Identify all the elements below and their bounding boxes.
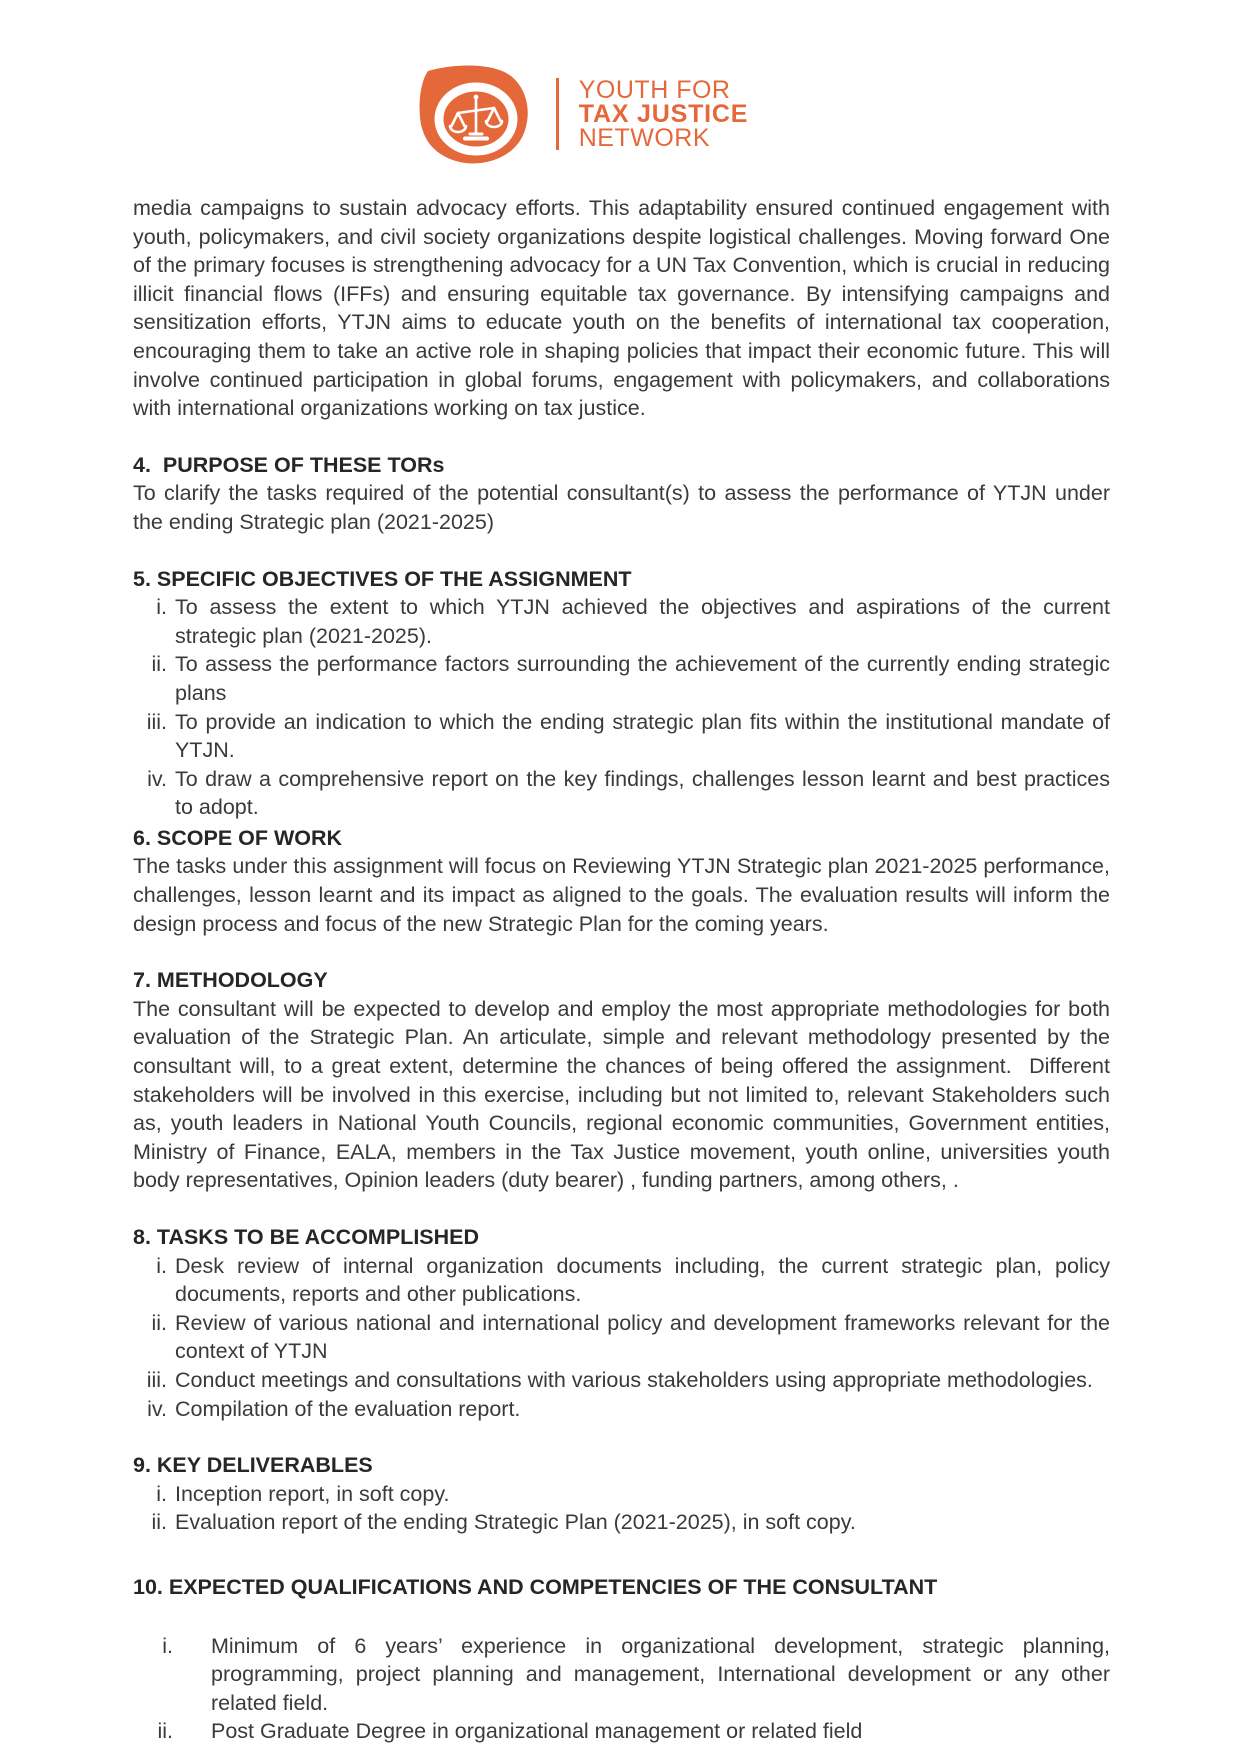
list-item-text: Conduct meetings and consultations with various stakeholders using appropriate methodologies. <box>175 1367 1093 1392</box>
list-item-text: To assess the performance factors surrounding the achievement of the currently ending strategic plans <box>175 652 1110 705</box>
list-item <box>133 1717 1110 1746</box>
list-item-marker: i. <box>156 1481 167 1506</box>
logo <box>0 0 1204 164</box>
section-10-heading: 10. EXPECTED QUALIFICATIONS AND COMPETENCIES OF THE CONSULTANT <box>133 1574 938 1599</box>
list-item <box>133 593 1110 650</box>
list-item <box>133 650 1110 707</box>
section-10-list <box>133 1632 1110 1746</box>
list-item <box>133 1309 1110 1366</box>
document-content <box>0 194 1242 1746</box>
list-item-text: To draw a comprehensive report on the key findings, challenges lesson learnt and best practices to adopt. <box>175 766 1110 820</box>
section-9-list <box>133 1480 1110 1537</box>
list-item-text: Evaluation report of the ending Strategic Plan (2021-2025), in soft copy. <box>175 1510 856 1535</box>
list-item-text: Inception report, in soft copy. <box>175 1481 450 1506</box>
list-item-marker: iv. <box>147 766 167 791</box>
list-item-marker: iv. <box>147 1396 167 1421</box>
list-item <box>133 1480 1110 1509</box>
logo-divider <box>556 78 559 150</box>
section-8-heading: 8. TASKS TO BE ACCOMPLISHED <box>133 1225 480 1249</box>
section-4-heading: 4. PURPOSE OF THESE TORs <box>133 452 445 477</box>
list-item-text: Minimum of 6 years’ experience in organizational development, strategic planning, programming, project planning and management, International development or any other related field. <box>211 1633 1110 1715</box>
list-item <box>133 765 1110 822</box>
list-item-text: Desk review of internal organization documents including, the current strategic plan, policy documents, reports and other publications. <box>175 1253 1110 1307</box>
list-item <box>133 1395 1110 1424</box>
list-item-text: Compilation of the evaluation report. <box>175 1396 521 1421</box>
list-item-marker: iii. <box>146 1367 167 1392</box>
section-5-list <box>133 593 1110 822</box>
list-item-text: To provide an indication to which the ending strategic plan fits within the institutional mandate of YTJN. <box>175 709 1110 763</box>
list-item <box>133 1366 1110 1395</box>
list-item-marker: iii. <box>146 709 167 734</box>
list-item-marker: ii. <box>151 1510 167 1535</box>
scales-of-justice-icon <box>418 64 532 164</box>
section-7-body: The consultant will be expected to develop and employ the most appropriate methodologies for both evaluation of the Strategic Plan. An articulate, simple and relevant methodology presented by the consultant will, to a great extent, determine the chances of being offered the assignment. Different stakeholders will be involved in this exercise, including but not limited to, relevant Stakeholders such as, youth leaders in National Youth Councils, regional economic communities, Government entities, Ministry of Finance, EALA, members in the Tax Justice movement, youth online, universities youth body representatives, Opinion leaders (duty bearer) , funding partners, among others, . <box>133 996 1110 1193</box>
section-4-body: To clarify the tasks required of the potential consultant(s) to assess the performance of YTJN under the ending Strategic plan (2021-2025) <box>133 481 1110 534</box>
section-6-body: The tasks under this assignment will focus on Reviewing YTJN Strategic plan 2021-2025 performance, challenges, lesson learnt and its impact as aligned to the goals. The evaluation results will inform the design process and focus of the new Strategic Plan for the coming years. <box>133 854 1110 936</box>
section-8-list <box>133 1252 1110 1424</box>
list-item <box>133 1632 1110 1718</box>
logo-wordmark <box>579 78 748 150</box>
intro-paragraph: media campaigns to sustain advocacy efforts. This adaptability ensured continued engagement with youth, policymakers, and civil society organizations despite logistical challenges. Moving forward One of the primary focuses is strengthening advocacy for a UN Tax Convention, which is crucial in reducing illicit financial flows (IFFs) and ensuring equitable tax governance. By intensifying campaigns and sensitization efforts, YTJN aims to educate youth on the benefits of international tax cooperation, encouraging them to take an active role in shaping policies that impact their economic future. This will involve continued participation in global forums, engagement with policymakers, and collaborations with international organizations working on tax justice. <box>133 196 1110 421</box>
logo-line-1: YOUTH FOR <box>578 76 731 104</box>
list-item <box>133 1252 1110 1309</box>
logo-line-3: NETWORK <box>578 124 711 152</box>
section-5-heading: 5. SPECIFIC OBJECTIVES OF THE ASSIGNMENT <box>133 566 632 591</box>
list-item-marker: i. <box>162 1633 173 1658</box>
section-7-heading: 7. METHODOLOGY <box>133 968 328 993</box>
list-item-marker: i. <box>156 1253 167 1278</box>
list-item <box>133 1508 1110 1537</box>
list-item-text: Post Graduate Degree in organizational management or related field <box>211 1719 863 1744</box>
list-item <box>133 708 1110 765</box>
list-item-text: Review of various national and international policy and development frameworks relevant for the context of YTJN <box>175 1310 1110 1364</box>
list-item-marker: i. <box>156 595 167 620</box>
logo-line-2: TAX JUSTICE <box>578 100 749 128</box>
list-item-marker: ii. <box>157 1719 173 1744</box>
list-item-marker: ii. <box>151 1310 167 1335</box>
section-6-heading: 6. SCOPE OF WORK <box>133 825 343 850</box>
section-9-heading: 9. KEY DELIVERABLES <box>133 1453 373 1478</box>
list-item-text: To assess the extent to which YTJN achieved the objectives and aspirations of the current strategic plan (2021-2025). <box>175 595 1110 648</box>
list-item-marker: ii. <box>151 652 167 677</box>
